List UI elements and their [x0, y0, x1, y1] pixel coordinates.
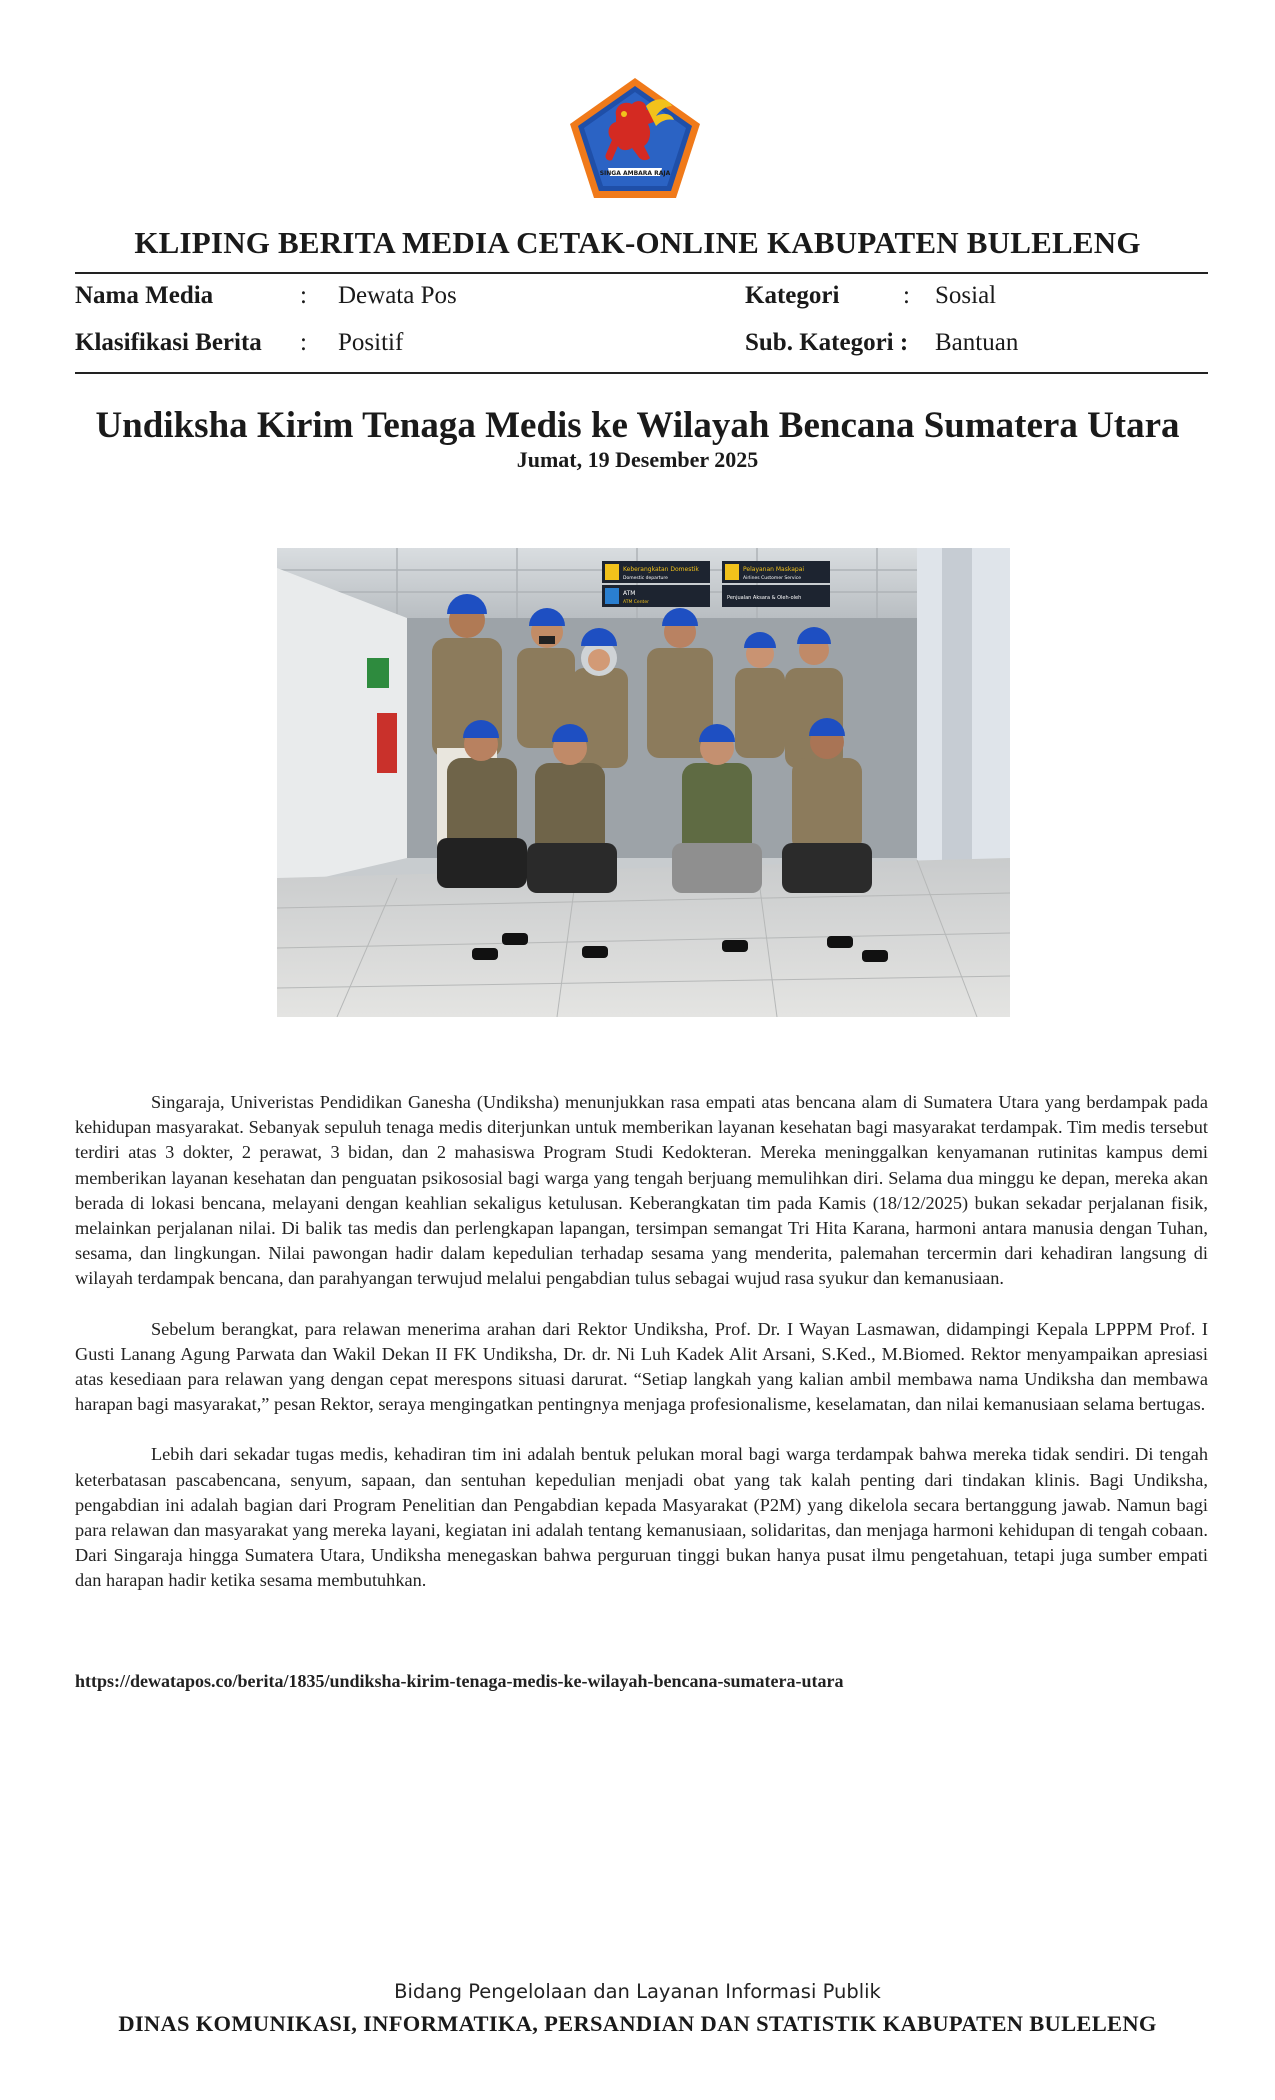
klasifikasi-label: Klasifikasi Berita — [75, 329, 262, 356]
separator: : — [300, 282, 307, 309]
article-paragraph: Lebih dari sekadar tugas medis, kehadiran tim ini adalah bentuk pelukan moral bagi warga terdampak bahwa mereka tidak sendiri. Di tengah keterbatasan pascabencana, senyum, sapaan, dan sentuhan kepedulian menjadi obat yang tak kalah penting dari tindakan klinis. Bagi Undiksha, pengabdian ini adalah bagian dari Program Penelitian dan Pengabdian kepada Masyarakat (P2M) yang dikelola secara bertanggung jawab. Namun bagi para relawan dan masyarakat yang mereka layani, kegiatan ini adalah tentang kemanusiaan, solidaritas, dan menjaga harmoni kehidupan di tengah cobaan. Dari Singaraja hingga Sumatera Utara, Undiksha menegaskan bahwa perguruan tinggi bukan hanya pusat ilmu pengetahuan, tetapi juga sumber empati dan harapan hadir ketika sesama membutuhkan. — [75, 1444, 1208, 1591]
article-date: Jumat, 19 Desember 2025 — [516, 447, 759, 472]
article-headline: Undiksha Kirim Tenaga Medis ke Wilayah Bencana Sumatera Utara — [95, 405, 1180, 446]
sign-text: ATM — [623, 590, 636, 597]
subkategori-label: Sub. Kategori : — [745, 329, 909, 356]
document-title: KLIPING BERITA MEDIA CETAK-ONLINE KABUPATEN BULELENG — [134, 225, 1141, 260]
subkategori-value: Bantuan — [935, 329, 1019, 356]
separator: : — [300, 329, 307, 356]
divider — [75, 372, 1208, 374]
article-photo — [277, 548, 1010, 1017]
footer-agency: DINAS KOMUNIKASI, INFORMATIKA, PERSANDIAN DAN STATISTIK KABUPATEN BULELENG — [118, 2011, 1157, 2036]
meta-row-1 — [75, 282, 1208, 322]
singa-ambara-raja-logo — [568, 76, 702, 200]
footer-division: Bidang Pengelolaan dan Layanan Informasi Publik — [394, 1980, 881, 2003]
article-paragraph: Singaraja, Univeristas Pendidikan Ganesha (Undiksha) menunjukkan rasa empati atas bencana alam di Sumatera Utara yang berdampak pada kehidupan masyarakat. Sebanyak sepuluh tenaga medis diterjunkan untuk memberikan layanan kesehatan bagi masyarakat terdampak. Tim medis tersebut terdiri atas 3 dokter, 2 perawat, 3 bidan, dan 2 mahasiswa Program Studi Kedokteran. Mereka meninggalkan kenyamanan rutinitas kampus demi memberikan layanan kesehatan dan penguatan psikososial bagi warga yang tengah berjuang memulihkan diri. Selama dua minggu ke depan, mereka akan berada di lokasi bencana, melayani dengan keahlian sekaligus ketulusan. Keberangkatan tim pada Kamis (18/12/2025) bukan sekadar perjalanan fisik, melainkan perjalanan nilai. Di balik tas medis dan perlengkapan lapangan, tersimpan semangat Tri Hita Karana, harmoni antara manusia dengan Tuhan, sesama, dan lingkungan. Nilai pawongan hadir dalam kepedulian terhadap sesama yang menderita, palemahan tercermin dari kehadiran langsung di wilayah terdampak bencana, dan parahyangan terwujud melalui pengabdian tulus sebagai wujud rasa syukur dan kemanusiaan. — [75, 1092, 1208, 1289]
divider — [75, 272, 1208, 274]
sign-text: Penjualan Aksara & Oleh-oleh — [727, 595, 802, 601]
klasifikasi-value: Positif — [338, 329, 404, 356]
kategori-value: Sosial — [935, 282, 997, 309]
media-label: Nama Media — [75, 282, 214, 309]
article-paragraph: Sebelum berangkat, para relawan menerima arahan dari Rektor Undiksha, Prof. Dr. I Wayan Lasmawan, didampingi Kepala LPPPM Prof. I Gusti Lanang Agung Parwata dan Wakil Dekan II FK Undiksha, Dr. dr. Ni Luh Kadek Alit Arsani, S.Ked., M.Biomed. Rektor menyampaikan apresiasi atas kesediaan para relawan yang dengan cepat merespons situasi darurat. “Setiap langkah yang kalian ambil membawa nama Undiksha dan membawa harapan bagi masyarakat,” pesan Rektor, seraya mengingatkan pentingnya menjaga profesionalisme, keselamatan, dan nilai kemanusiaan selama bertugas. — [75, 1318, 1208, 1415]
media-value: Dewata Pos — [338, 282, 457, 309]
sign-text: Airlines Customer Service — [743, 576, 801, 581]
logo-text: SINGA AMBARA RAJA — [599, 170, 671, 177]
sign-text: Keberangkatan Domestik — [623, 566, 699, 573]
sign-text: Pelayanan Maskapai — [743, 566, 805, 573]
source-link[interactable]: https://dewatapos.co/berita/1835/undiksha-kirim-tenaga-medis-ke-wilayah-bencana-sumatera-utara — [75, 1671, 844, 1691]
sign-text: ATM Center — [623, 600, 649, 605]
article-body — [75, 1090, 1208, 1619]
group-photo-illustration — [277, 548, 1010, 1017]
meta-row-2 — [75, 329, 1208, 369]
emblem-icon — [568, 76, 702, 200]
kategori-label: Kategori — [745, 282, 840, 309]
sign-text: Domestic departure — [623, 576, 668, 581]
separator: : — [903, 282, 910, 309]
